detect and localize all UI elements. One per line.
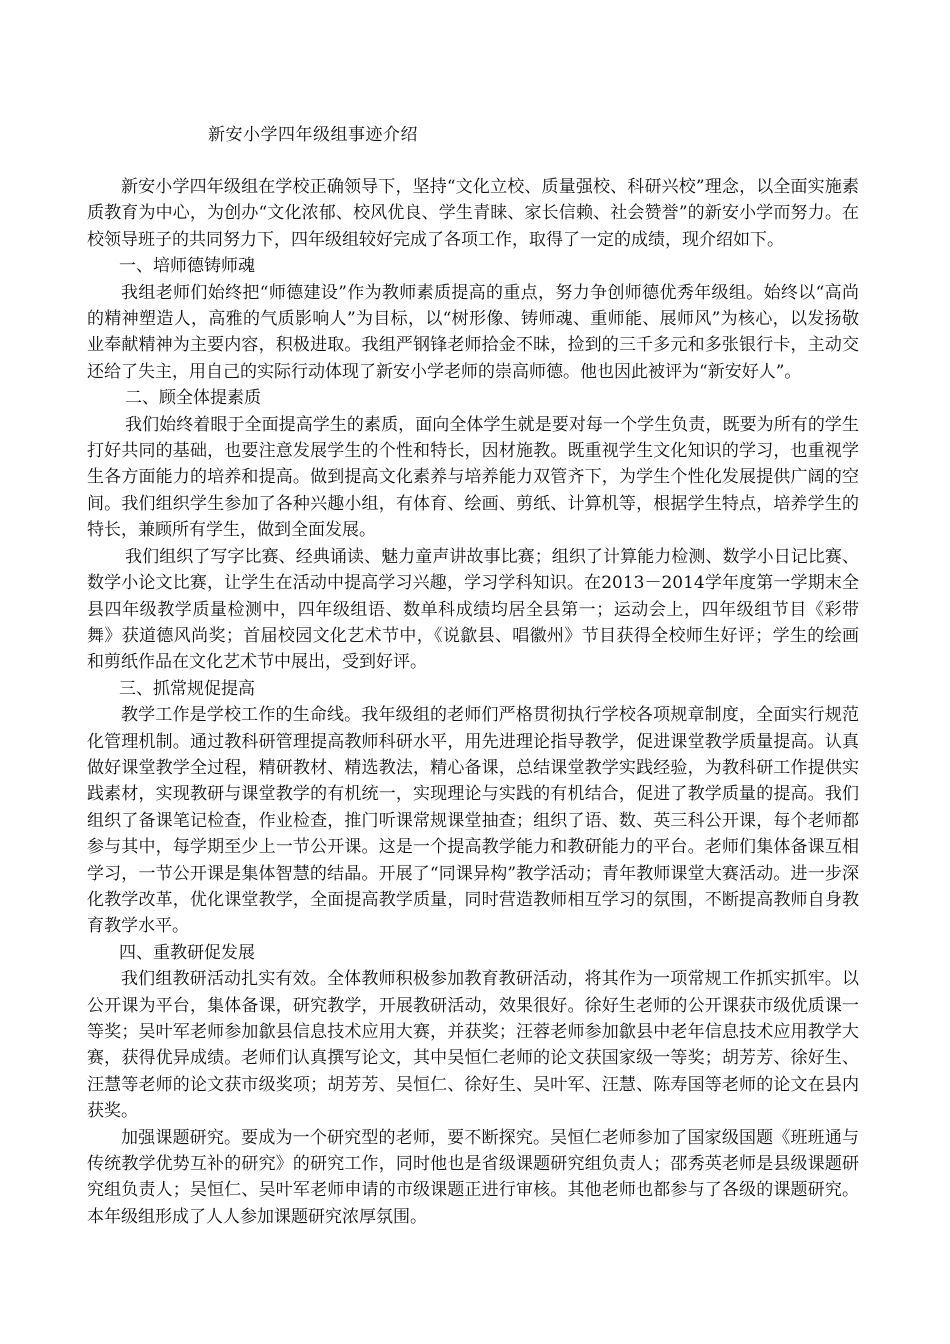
section-heading-4: 四、重教研促发展 — [119, 942, 255, 963]
section-heading-2: 二、顾全体提素质 — [125, 388, 261, 409]
section-2-paragraph-2: 我们组织了写字比赛、经典诵读、魅力童声讲故事比赛；组织了计算能力检测、数学小日记比赛、数学小论文比赛，让学生在活动中提高学习兴趣，学习学科知识。在2013－2014学年度第一学期末全县四年级教学质量检测中，四年级组语、数单科成绩均居全县第一；运动会上，四年级组节目《彩带舞》获道德风尚奖；首届校园文化艺术节中，《说歙县、唱徽州》节目获得全校师生好评；学生的绘画和剪纸作品在文化艺术节中展出，受到好评。 — [87, 546, 859, 673]
section-3-paragraph: 教学工作是学校工作的生命线。我年级组的老师们严格贯彻执行学校各项规章制度，全面实行规范化管理机制。通过教科研管理提高教师科研水平，用先进理论指导教学，促进课堂教学质量提高。认真做好课堂教学全过程，精研教材、精选教法，精心备课，总结课堂教学实践经验，为教科研工作提供实践素材，实现教研与课堂教学的有机统一，实现理论与实践的有机结合，促进了教学质量的提高。我们组织了备课笔记检查，作业检查，推门听课常规课堂抽查；组织了语、数、英三科公开课，每个老师都参与其中，每学期至少上一节公开课。这是一个提高教学能力和教研能力的平台。老师们集体备课互相学习，一节公开课是集体智慧的结晶。开展了“同课异构”教学活动；青年教师课堂大赛活动。进一步深化教学改革，优化课堂教学，全面提高教学质量，同时营造教师相互学习的氛围，不断提高教师自身教育教学水平。 — [87, 705, 859, 937]
section-1-paragraph: 我组老师们始终把“师德建设”作为教师素质提高的重点，努力争创师德优秀年级组。始终以“高尚的精神塑造人，高雅的气质影响人”为目标，以“树形像、铸师魂、重师能、展师风”为核心，以发扬敬业奉献精神为主要内容，积极进取。我组严钢锋老师拾金不昧，捡到的三千多元和多张银行卡，主动交还给了失主，用自己的实际行动体现了新安小学老师的崇高师德。他也因此被评为“新安好人”。 — [87, 282, 859, 382]
document-title: 新安小学四年级组事迹介绍 — [208, 125, 418, 145]
section-heading-3: 三、抓常规促提高 — [119, 678, 255, 699]
section-4-paragraph-2: 加强课题研究。要成为一个研究型的老师，要不断探究。吴恒仁老师参加了国家级国题《班班通与传统教学优势互补的研究》的研究工作，同时他也是省级课题研究组负责人；邵秀英老师是县级课题研究组负责人；吴恒仁、吴叶军老师申请的市级课题正进行审核。其他老师也都参与了各级的课题研究。本年级组形成了人人参加课题研究浓厚氛围。 — [87, 1127, 859, 1227]
section-4-paragraph-1: 我们组教研活动扎实有效。全体教师积极参加教育教研活动，将其作为一项常规工作抓实抓牢。以公开课为平台，集体备课，研究教学，开展教研活动，效果很好。徐好生老师的公开课获市级优质课一等奖；吴叶军老师参加歙县信息技术应用大赛，并获奖；汪蓉老师参加歙县中老年信息技术应用教学大赛，获得优异成绩。老师们认真撰写论文，其中吴恒仁老师的论文获国家级一等奖；胡芳芳、徐好生、汪慧等老师的论文获市级奖项；胡芳芳、吴恒仁、徐好生、吴叶军、汪慧、陈寿国等老师的论文在县内获奖。 — [87, 969, 859, 1122]
section-2-paragraph-1: 我们始终着眼于全面提高学生的素质，面向全体学生就是要对每一个学生负责，既要为所有的学生打好共同的基础，也要注意发展学生的个性和特长，因材施教。既重视学生文化知识的学习，也重视学生各方面能力的培养和提高。做到提高文化素养与培养能力双管齐下，为学生个性化发展提供广阔的空间。我们组织学生参加了各种兴趣小组，有体育、绘画、剪纸、计算机等，根据学生特点，培养学生的特长，兼顾所有学生，做到全面发展。 — [87, 414, 859, 541]
intro-paragraph: 新安小学四年级组在学校正确领导下，坚持“文化立校、质量强校、科研兴校”理念，以全面实施素质教育为中心，为创办“文化浓郁、校风优良、学生青睐、家长信赖、社会赞誉”的新安小学而努力。在校领导班子的共同努力下，四年级组较好完成了各项工作，取得了一定的成绩，现介绍如下。 — [87, 177, 859, 250]
section-heading-1: 一、培师德铸师魂 — [119, 256, 255, 277]
document-body — [87, 174, 859, 1230]
